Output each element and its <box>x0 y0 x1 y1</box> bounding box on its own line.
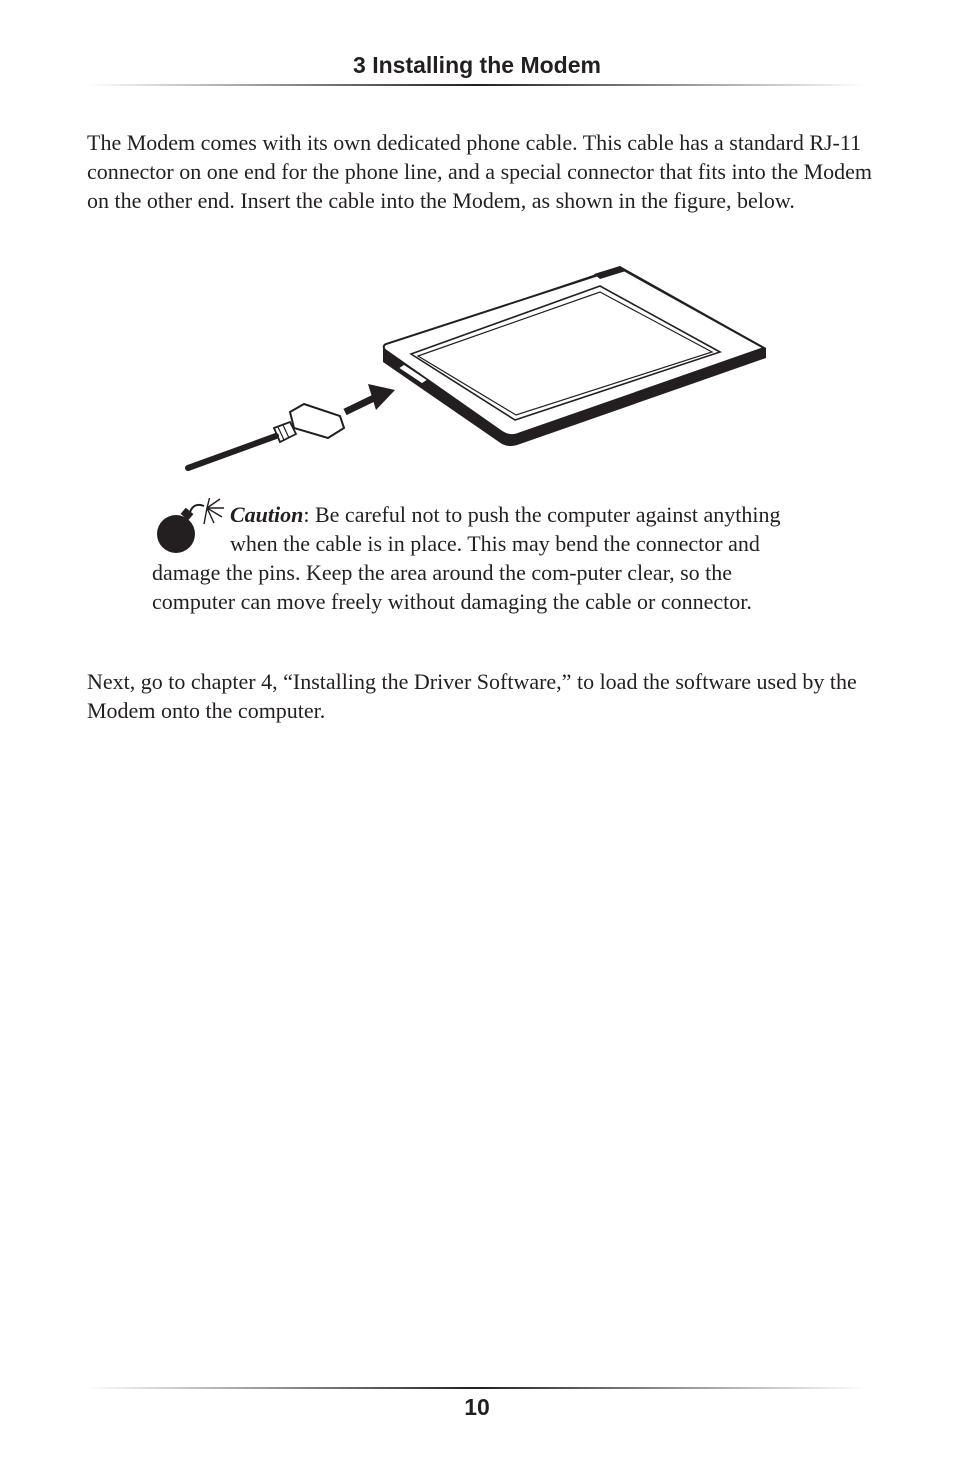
phone-cable <box>188 436 276 468</box>
cable-connector <box>274 404 344 442</box>
header-rule <box>87 84 865 86</box>
modem-card-face <box>384 268 764 435</box>
caution-text: : Be careful not to push the computer against anything when the cable is in place. This may bend the connector and damage the pins. Keep the area around the com-puter clear, so the computer can move freely without damaging the cable or connector. <box>152 502 781 614</box>
bomb-icon <box>152 498 228 556</box>
caution-label: Caution <box>230 502 304 527</box>
page-number: 10 <box>464 1394 490 1420</box>
next-step-paragraph: Next, go to chapter 4, “Installing the Driver Software,” to load the software used by the Modem onto the computer. <box>87 669 857 723</box>
insert-arrow-icon <box>345 384 395 412</box>
footer-rule <box>87 1387 865 1389</box>
modem-installation-figure <box>180 262 780 477</box>
caution-note <box>152 500 812 616</box>
intro-paragraph: The Modem comes with its own dedicated phone cable. This cable has a standard RJ-11 connector on one end for the phone line, and a special connector that fits into the Modem on the other end. Insert the cable into the Modem, as shown in the figure, below. <box>87 130 873 213</box>
page-header-title: 3 Installing the Modem <box>353 52 601 78</box>
